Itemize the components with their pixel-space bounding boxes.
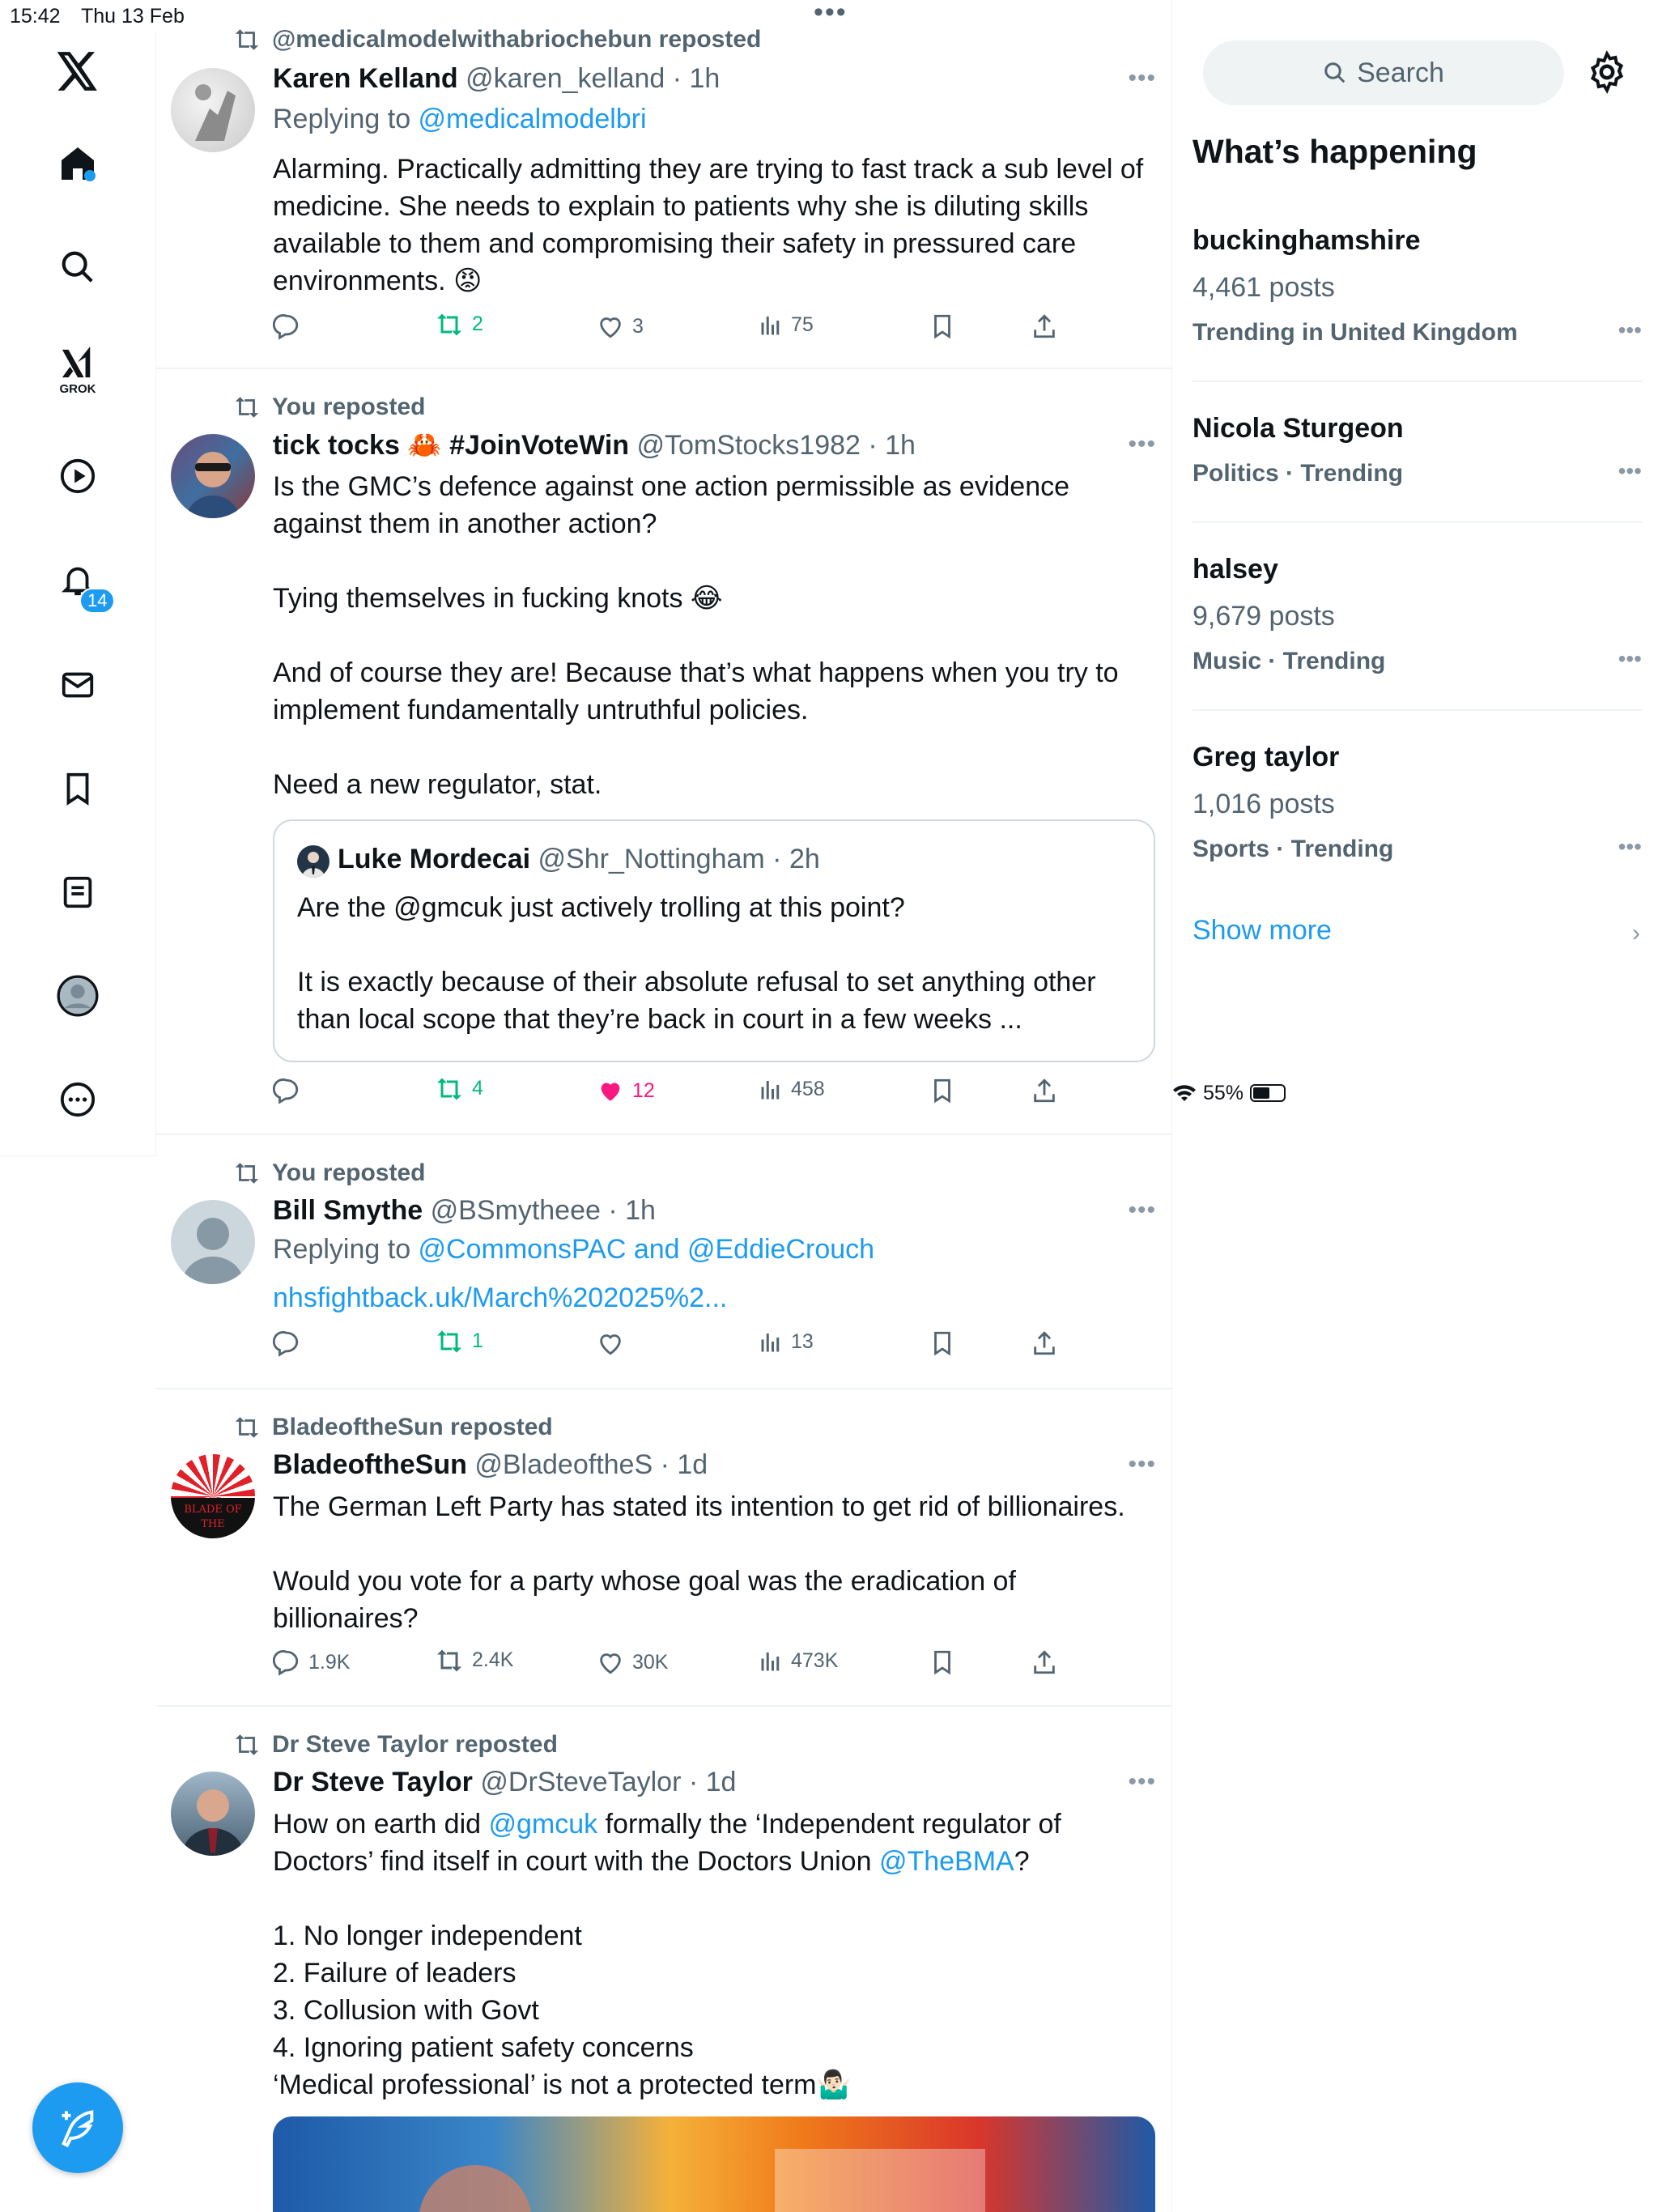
avatar[interactable] bbox=[171, 1200, 255, 1284]
status-time: 15:42 bbox=[10, 5, 61, 28]
like-button[interactable]: 3 bbox=[597, 313, 644, 340]
trend-name: Greg taylor bbox=[1192, 742, 1340, 772]
home-icon[interactable] bbox=[47, 133, 108, 194]
bookmark-icon bbox=[929, 1329, 956, 1357]
repost-icon bbox=[233, 397, 261, 418]
list-item: 3. Collusion with Govt bbox=[273, 1995, 539, 2026]
bookmark-icon bbox=[929, 1077, 956, 1104]
reply-button[interactable]: 1.9K bbox=[273, 1648, 350, 1676]
avatar[interactable] bbox=[171, 434, 255, 518]
repost-icon bbox=[233, 29, 261, 50]
compose-feather-icon bbox=[57, 2107, 99, 2149]
reply-icon bbox=[273, 1077, 300, 1104]
bookmark-button[interactable] bbox=[929, 1329, 956, 1357]
repost-icon bbox=[233, 1163, 261, 1184]
quote-author-name: Luke Mordecai bbox=[338, 844, 531, 874]
author-name[interactable]: Karen Kelland bbox=[273, 63, 458, 94]
reply-button[interactable] bbox=[273, 313, 308, 340]
heart-icon bbox=[597, 313, 624, 340]
repost-context: You reposted bbox=[233, 1159, 425, 1187]
battery-percent: 55% bbox=[1203, 1081, 1244, 1104]
more-options-icon[interactable] bbox=[47, 1069, 108, 1130]
avatar[interactable] bbox=[171, 68, 255, 152]
repost-icon bbox=[233, 1734, 261, 1755]
url-link[interactable]: nhsfightback.uk/March%202025%2... bbox=[273, 1283, 728, 1313]
repost-button[interactable]: 4 bbox=[435, 1077, 483, 1100]
divider bbox=[1192, 381, 1642, 382]
repost-context: BladeoftheSun reposted bbox=[233, 1414, 553, 1441]
trend-posts: 1,016 posts bbox=[1192, 789, 1335, 819]
quoted-tweet[interactable] bbox=[273, 819, 1155, 1062]
settings-gear-icon[interactable] bbox=[1585, 50, 1629, 94]
grok-icon[interactable] bbox=[47, 340, 108, 402]
video-play-icon[interactable] bbox=[47, 445, 108, 507]
status-date: Thu 13 Feb bbox=[81, 5, 185, 28]
author-name[interactable]: Dr Steve Taylor bbox=[273, 1767, 473, 1797]
bookmark-icon bbox=[929, 1648, 956, 1676]
quote-avatar bbox=[297, 845, 329, 878]
trend-item[interactable] bbox=[1192, 554, 1642, 724]
share-button[interactable] bbox=[1031, 313, 1058, 340]
trend-context: Sports · Trending bbox=[1192, 836, 1394, 862]
reply-button[interactable] bbox=[273, 1329, 308, 1357]
like-button[interactable]: 12 bbox=[597, 1077, 655, 1104]
bookmark-button[interactable] bbox=[929, 1648, 956, 1676]
author-name[interactable]: tick tocks 🦀 #JoinVoteWin bbox=[273, 430, 630, 461]
profile-avatar-icon[interactable] bbox=[47, 965, 108, 1027]
share-icon bbox=[1031, 1648, 1058, 1676]
views-button[interactable]: 458 bbox=[759, 1077, 825, 1101]
tweet-card[interactable] bbox=[156, 1389, 1172, 1707]
views-button[interactable]: 473K bbox=[759, 1648, 838, 1673]
share-button[interactable] bbox=[1031, 1077, 1058, 1104]
quote-handle-time: @Shr_Nottingham · 2h bbox=[538, 844, 820, 874]
tweet-card[interactable] bbox=[156, 0, 1172, 369]
right-sidebar bbox=[1172, 32, 1658, 2212]
trend-posts: 4,461 posts bbox=[1192, 272, 1335, 303]
bookmark-icon bbox=[929, 313, 956, 340]
reply-icon bbox=[273, 1329, 300, 1357]
repost-button[interactable]: 2.4K bbox=[435, 1648, 513, 1672]
x-logo-icon[interactable] bbox=[47, 40, 108, 102]
repost-context: Dr Steve Taylor reposted bbox=[233, 1731, 558, 1759]
bookmark-button[interactable] bbox=[929, 313, 956, 340]
trend-name: halsey bbox=[1192, 554, 1278, 585]
search-icon[interactable] bbox=[47, 236, 108, 298]
author-name[interactable]: BladeoftheSun bbox=[273, 1449, 467, 1480]
search-input[interactable] bbox=[1203, 40, 1564, 105]
mention-link[interactable]: @CommonsPAC and @EddieCrouch bbox=[418, 1234, 875, 1265]
trend-item[interactable] bbox=[1192, 742, 1642, 912]
author-handle-time[interactable]: @karen_kelland · 1h bbox=[466, 63, 721, 94]
author-handle-time[interactable]: @BladeoftheS · 1d bbox=[474, 1449, 708, 1480]
lists-icon[interactable] bbox=[47, 861, 108, 923]
trend-name: Nicola Sturgeon bbox=[1192, 413, 1404, 444]
grok-label: GROK bbox=[59, 381, 96, 396]
repost-icon bbox=[435, 1330, 464, 1353]
views-chart-icon bbox=[759, 1077, 783, 1101]
trend-context: Politics · Trending bbox=[1192, 460, 1404, 487]
tweet-text: The German Left Party has stated its intention to get rid of billionaires. Would you vote for a party whose goal was the eradication of billionaires? bbox=[273, 1491, 1125, 1634]
author-handle-time[interactable]: @BSmytheee · 1h bbox=[430, 1195, 656, 1226]
notifications-badge: 14 bbox=[79, 588, 115, 614]
trend-item[interactable] bbox=[1192, 225, 1642, 395]
trend-posts: 9,679 posts bbox=[1192, 601, 1335, 632]
views-button[interactable]: 75 bbox=[759, 313, 814, 337]
views-button[interactable]: 13 bbox=[759, 1329, 814, 1354]
tweet-more-icon[interactable]: ••• bbox=[1128, 1451, 1156, 1478]
mention-link[interactable]: @gmcuk bbox=[488, 1809, 598, 1840]
trend-more-icon[interactable]: ••• bbox=[1618, 646, 1642, 671]
bookmarks-icon[interactable] bbox=[47, 758, 108, 819]
divider bbox=[1192, 521, 1642, 523]
divider bbox=[1192, 709, 1642, 711]
avatar[interactable] bbox=[171, 1772, 255, 1856]
show-more-link[interactable]: Show more bbox=[1192, 915, 1332, 946]
list-item: 4. Ignoring patient safety concerns bbox=[273, 2032, 694, 2063]
reply-button[interactable] bbox=[273, 1077, 308, 1104]
quote-text: Are the @gmcuk just actively trolling at this point? It is exactly because of their absolute refusal to set anything other than local scope that they’re back in court in a few weeks ... bbox=[297, 892, 1096, 1035]
author-name[interactable]: Bill Smythe bbox=[273, 1195, 423, 1226]
multitasking-dots[interactable]: ••• bbox=[814, 0, 848, 28]
list-item: 2. Failure of leaders bbox=[273, 1958, 517, 1989]
trend-more-icon[interactable]: ••• bbox=[1618, 317, 1642, 342]
trend-item[interactable] bbox=[1192, 413, 1642, 534]
share-button[interactable] bbox=[1031, 1648, 1058, 1676]
tweet-card[interactable] bbox=[156, 1707, 1172, 2212]
repost-icon bbox=[435, 1078, 464, 1100]
search-placeholder: Search bbox=[1357, 57, 1444, 88]
trend-context: Trending in United Kingdom bbox=[1192, 319, 1518, 346]
repost-button[interactable]: 1 bbox=[435, 1329, 483, 1353]
list-item: 1. No longer independent bbox=[273, 1921, 582, 1951]
trend-name: buckinghamshire bbox=[1192, 225, 1421, 256]
search-icon bbox=[1323, 61, 1347, 85]
heart-filled-icon bbox=[597, 1077, 624, 1104]
repost-icon bbox=[233, 1417, 261, 1438]
tweet-card[interactable] bbox=[156, 1135, 1172, 1389]
tweet-more-icon[interactable]: ••• bbox=[1128, 431, 1156, 457]
trend-more-icon[interactable]: ••• bbox=[1618, 458, 1642, 483]
share-icon bbox=[1031, 1329, 1058, 1357]
left-nav bbox=[0, 32, 156, 1156]
trend-more-icon[interactable]: ••• bbox=[1618, 834, 1642, 859]
repost-context: You reposted bbox=[233, 393, 425, 421]
views-chart-icon bbox=[759, 1648, 783, 1673]
like-button[interactable] bbox=[597, 1329, 632, 1357]
author-handle-time[interactable]: @DrSteveTaylor · 1d bbox=[480, 1767, 737, 1797]
repost-icon bbox=[435, 1649, 464, 1672]
tweet-actions bbox=[273, 1329, 1082, 1362]
author-handle-time[interactable]: @TomStocks1982 · 1h bbox=[636, 430, 916, 461]
mention-link[interactable]: @medicalmodelbri bbox=[418, 104, 647, 134]
share-icon bbox=[1031, 313, 1058, 340]
media-image[interactable] bbox=[273, 2116, 1155, 2212]
replying-to: Replying to @medicalmodelbri bbox=[273, 104, 647, 134]
like-button[interactable]: 30K bbox=[597, 1648, 668, 1676]
reply-icon bbox=[273, 313, 300, 340]
tweet-more-icon[interactable]: ••• bbox=[1128, 65, 1156, 91]
compose-post-button[interactable] bbox=[32, 2082, 123, 2173]
repost-button[interactable]: 2 bbox=[435, 313, 483, 336]
heart-icon bbox=[597, 1648, 624, 1676]
views-chart-icon bbox=[759, 313, 783, 337]
chevron-right-icon: › bbox=[1632, 920, 1640, 946]
mention-link[interactable]: @TheBMA bbox=[878, 1846, 1014, 1877]
views-chart-icon bbox=[759, 1329, 783, 1354]
tweet-text: Alarming. Practically admitting they are trying to fast track a sub level of medicine. She needs to explain to patients why she is diluting skills available to them and compromising their safety in pressured care environments. 😡 bbox=[273, 154, 1144, 296]
share-icon bbox=[1031, 1077, 1058, 1104]
repost-icon bbox=[435, 313, 464, 336]
tweet-card[interactable] bbox=[156, 369, 1172, 1135]
tweet-actions bbox=[273, 313, 1082, 345]
reply-icon bbox=[273, 1648, 300, 1676]
share-button[interactable] bbox=[1031, 1329, 1058, 1357]
tweet-text: How on earth did @gmcuk formally the ‘Independent regulator of Doctors’ find itself in court with the Doctors Union @TheBMA? 1. No longer independent 2. Failure of leaders 3. Collusion with Govt 4. Ignoring patient safety concerns ‘Medical professional’ is not a protected term🤷🏻‍♂️ bbox=[273, 1806, 1155, 2104]
avatar[interactable]: BLADE OF THE bbox=[171, 1454, 255, 1538]
repost-context: @medicalmodelwithabriochebun reposted bbox=[233, 26, 761, 53]
tweet-more-icon[interactable]: ••• bbox=[1128, 1197, 1156, 1223]
tweet-actions bbox=[273, 1648, 1082, 1681]
home-unread-dot bbox=[84, 170, 96, 181]
timeline-feed bbox=[156, 0, 1172, 2212]
bookmark-button[interactable] bbox=[929, 1077, 956, 1104]
whats-happening-heading: What’s happening bbox=[1192, 133, 1477, 170]
replying-to: Replying to @CommonsPAC and @EddieCrouch bbox=[273, 1234, 875, 1265]
tweet-more-icon[interactable]: ••• bbox=[1128, 1768, 1156, 1795]
trend-context: Music · Trending bbox=[1192, 648, 1386, 674]
heart-icon bbox=[597, 1329, 624, 1357]
list-item: ‘Medical professional’ is not a protected term🤷🏻‍♂️ bbox=[273, 2069, 851, 2100]
tweet-text: Is the GMC’s defence against one action permissible as evidence against them in another action? Tying themselves in fucking knots 😂 And of course they are! Because that’s what happens when you try to implement fundamentally untruthful policies. Need a new regulator, stat. bbox=[273, 471, 1119, 800]
tweet-actions bbox=[273, 1077, 1082, 1109]
messages-envelope-icon[interactable] bbox=[47, 654, 108, 716]
